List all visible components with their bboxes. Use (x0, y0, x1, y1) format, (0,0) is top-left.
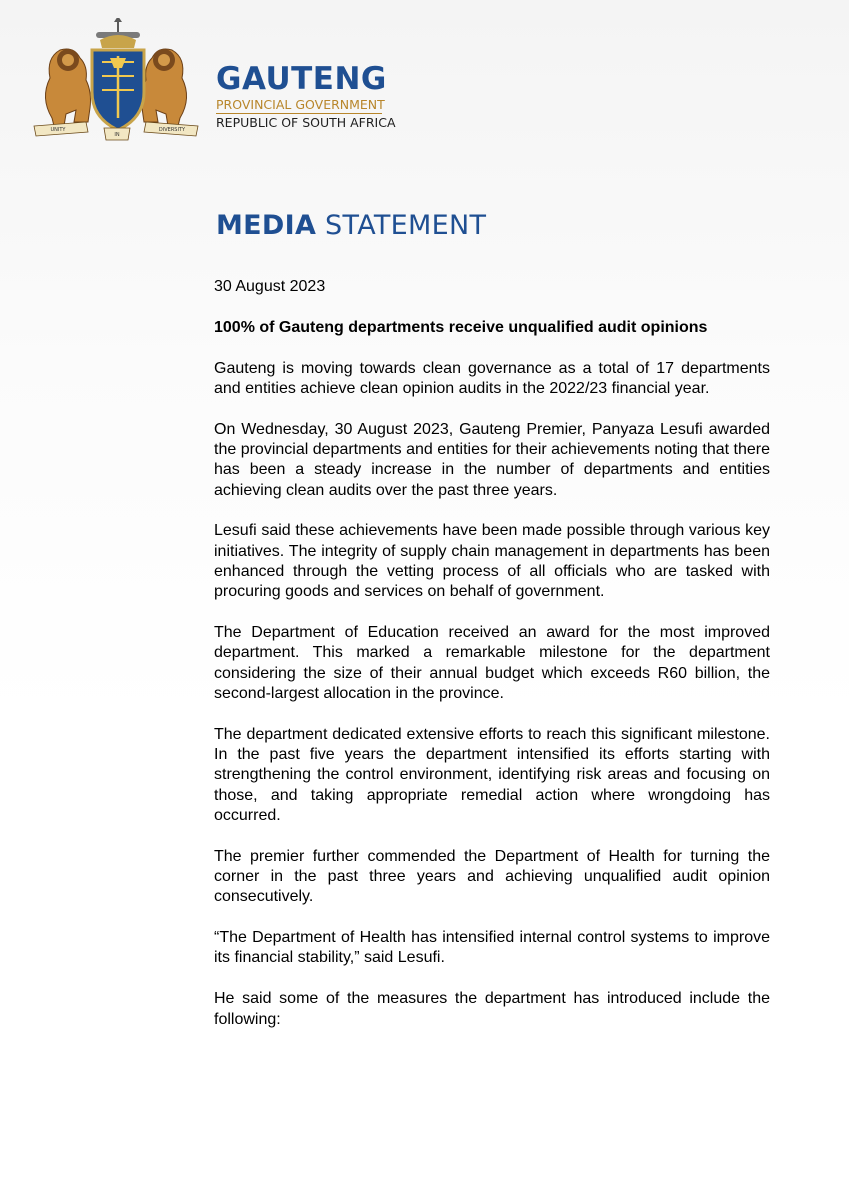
paragraph: The department dedicated extensive efforts to reach this significant milestone. In the past five years the department intensified its efforts starting with strengthening the control environment, identifying risk areas and focusing on those, and taking appropriate remedial action where wrongdoing has occurred. (214, 725, 770, 824)
brand-block (216, 62, 396, 130)
brand-divider (216, 113, 382, 114)
paragraph: The premier further commended the Department of Health for turning the corner in the past three years and achieving unqualified audit opinion consecutively. (214, 847, 770, 906)
brand-name: GAUTENG (216, 61, 387, 97)
motto-unity: UNITY (50, 127, 66, 133)
paragraph: “The Department of Health has intensified internal control systems to improve its financial stability,” said Lesufi. (214, 929, 770, 967)
paragraph: Lesufi said these achievements have been made possible through various key initiatives. The integrity of supply chain management in departments has been enhanced through the vetting process of all officials who are tasked with procuring goods and services on behalf of government. (214, 522, 770, 601)
statement-date: 30 August 2023 (214, 278, 326, 295)
brand-subtitle-provincial: PROVINCIAL GOVERNMENT (216, 97, 385, 112)
paragraph: On Wednesday, 30 August 2023, Gauteng Premier, Panyaza Lesufi awarded the provincial departments and entities for their achievements noting that there has been a steady increase in the number of departments and entities achieving clean audits over the past three years. (214, 420, 770, 499)
title-rest: STATEMENT (316, 210, 487, 241)
brand-subtitle-republic: REPUBLIC OF SOUTH AFRICA (216, 115, 396, 130)
motto-diversity: DIVERSITY (158, 127, 186, 133)
paragraph: The Department of Education received an award for the most improved department. This marked a remarkable milestone for the department considering the size of their annual budget which exceeds R60 billion, the second-largest allocation in the province. (214, 624, 770, 702)
coat-of-arms-icon (30, 18, 202, 143)
title-bold: MEDIA (216, 210, 317, 241)
paragraph: He said some of the measures the department has introduced include the following: (214, 990, 770, 1028)
motto-in: IN (114, 132, 120, 138)
paragraph: Gauteng is moving towards clean governance as a total of 17 departments and entities achieve clean opinion audits in the 2022/23 financial year. (214, 359, 770, 397)
media-statement-title (216, 210, 486, 241)
statement-body (214, 277, 770, 1050)
statement-headline: 100% of Gauteng departments receive unqualified audit opinions (214, 318, 708, 336)
